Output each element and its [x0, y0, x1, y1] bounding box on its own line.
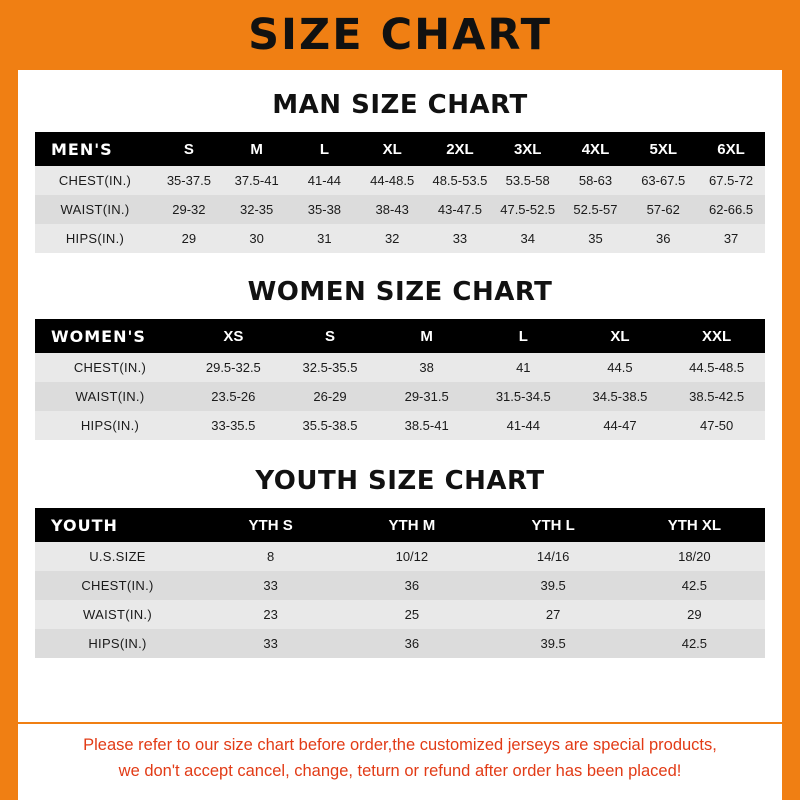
- table-header-row: [35, 508, 765, 542]
- cell: 41: [475, 353, 572, 382]
- man-header-l: L: [291, 132, 359, 166]
- cell: 29-32: [155, 195, 223, 224]
- cell: 34.5-38.5: [572, 382, 669, 411]
- table-row: [35, 353, 765, 382]
- cell: 10/12: [341, 542, 482, 571]
- cell: 18/20: [624, 542, 765, 571]
- cell: 31: [291, 224, 359, 253]
- cell: 29.5-32.5: [185, 353, 282, 382]
- cell: 67.5-72: [697, 166, 765, 195]
- cell: 41-44: [291, 166, 359, 195]
- row-label: CHEST(IN.): [35, 353, 185, 382]
- women-header-m: M: [378, 319, 475, 353]
- table-row: [35, 166, 765, 195]
- cell: 47.5-52.5: [494, 195, 562, 224]
- cell: 35: [562, 224, 630, 253]
- cell: 37.5-41: [223, 166, 291, 195]
- row-label: CHEST(IN.): [35, 571, 200, 600]
- man-header-m: M: [223, 132, 291, 166]
- cell: 32-35: [223, 195, 291, 224]
- cell: 38.5-42.5: [668, 382, 765, 411]
- man-header-s: S: [155, 132, 223, 166]
- page-title: SIZE CHART: [248, 9, 552, 60]
- man-header-3xl: 3XL: [494, 132, 562, 166]
- cell: 57-62: [629, 195, 697, 224]
- cell: 29: [155, 224, 223, 253]
- man-header-2xl: 2XL: [426, 132, 494, 166]
- cell: 29: [624, 600, 765, 629]
- cell: 27: [483, 600, 624, 629]
- cell: 44.5-48.5: [668, 353, 765, 382]
- table-row: [35, 542, 765, 571]
- row-label: HIPS(IN.): [35, 411, 185, 440]
- cell: 43-47.5: [426, 195, 494, 224]
- cell: 33: [426, 224, 494, 253]
- table-row: [35, 600, 765, 629]
- man-header-label: MEN'S: [35, 132, 155, 166]
- cell: 35.5-38.5: [282, 411, 379, 440]
- row-label: WAIST(IN.): [35, 382, 185, 411]
- content: [0, 90, 800, 658]
- cell: 38.5-41: [378, 411, 475, 440]
- table-row: [35, 195, 765, 224]
- row-label: HIPS(IN.): [35, 629, 200, 658]
- cell: 38-43: [358, 195, 426, 224]
- footer-note: [18, 722, 782, 800]
- women-header-xs: XS: [185, 319, 282, 353]
- footer-line-1: Please refer to our size chart before order,the customized jerseys are special products,: [83, 736, 717, 754]
- youth-header-m: YTH M: [341, 508, 482, 542]
- cell: 36: [629, 224, 697, 253]
- man-section-title: MAN SIZE CHART: [272, 90, 528, 120]
- youth-header-xl: YTH XL: [624, 508, 765, 542]
- cell: 52.5-57: [562, 195, 630, 224]
- women-header-xxl: XXL: [668, 319, 765, 353]
- cell: 25: [341, 600, 482, 629]
- women-header-xl: XL: [572, 319, 669, 353]
- man-header-4xl: 4XL: [562, 132, 630, 166]
- cell: 44-48.5: [358, 166, 426, 195]
- table-header-row: [35, 319, 765, 353]
- cell: 58-63: [562, 166, 630, 195]
- cell: 47-50: [668, 411, 765, 440]
- cell: 36: [341, 629, 482, 658]
- cell: 29-31.5: [378, 382, 475, 411]
- man-header-5xl: 5XL: [629, 132, 697, 166]
- man-header-xl: XL: [358, 132, 426, 166]
- table-row: [35, 382, 765, 411]
- cell: 31.5-34.5: [475, 382, 572, 411]
- cell: 62-66.5: [697, 195, 765, 224]
- youth-section-title: YOUTH SIZE CHART: [255, 466, 545, 496]
- cell: 35-38: [291, 195, 359, 224]
- cell: 42.5: [624, 629, 765, 658]
- cell: 63-67.5: [629, 166, 697, 195]
- youth-header-s: YTH S: [200, 508, 341, 542]
- table-header-row: [35, 132, 765, 166]
- banner: [0, 0, 800, 70]
- man-size-table: [35, 132, 765, 253]
- women-size-table: [35, 319, 765, 440]
- row-label: CHEST(IN.): [35, 166, 155, 195]
- cell: 48.5-53.5: [426, 166, 494, 195]
- cell: 26-29: [282, 382, 379, 411]
- cell: 23.5-26: [185, 382, 282, 411]
- row-label: U.S.SIZE: [35, 542, 200, 571]
- row-label: WAIST(IN.): [35, 195, 155, 224]
- cell: 53.5-58: [494, 166, 562, 195]
- cell: 36: [341, 571, 482, 600]
- cell: 33-35.5: [185, 411, 282, 440]
- cell: 8: [200, 542, 341, 571]
- table-row: [35, 571, 765, 600]
- cell: 37: [697, 224, 765, 253]
- cell: 42.5: [624, 571, 765, 600]
- women-header-s: S: [282, 319, 379, 353]
- table-row: [35, 224, 765, 253]
- table-row: [35, 629, 765, 658]
- cell: 23: [200, 600, 341, 629]
- cell: 32: [358, 224, 426, 253]
- cell: 33: [200, 629, 341, 658]
- cell: 32.5-35.5: [282, 353, 379, 382]
- women-header-l: L: [475, 319, 572, 353]
- cell: 41-44: [475, 411, 572, 440]
- man-header-6xl: 6XL: [697, 132, 765, 166]
- youth-size-table: [35, 508, 765, 658]
- women-section-title: WOMEN SIZE CHART: [247, 277, 553, 307]
- cell: 33: [200, 571, 341, 600]
- table-row: [35, 411, 765, 440]
- cell: 14/16: [483, 542, 624, 571]
- cell: 30: [223, 224, 291, 253]
- cell: 39.5: [483, 629, 624, 658]
- row-label: HIPS(IN.): [35, 224, 155, 253]
- women-header-label: WOMEN'S: [35, 319, 185, 353]
- row-label: WAIST(IN.): [35, 600, 200, 629]
- cell: 38: [378, 353, 475, 382]
- cell: 34: [494, 224, 562, 253]
- cell: 44-47: [572, 411, 669, 440]
- youth-header-label: YOUTH: [35, 508, 200, 542]
- youth-header-l: YTH L: [483, 508, 624, 542]
- cell: 35-37.5: [155, 166, 223, 195]
- cell: 44.5: [572, 353, 669, 382]
- cell: 39.5: [483, 571, 624, 600]
- footer-line-2: we don't accept cancel, change, teturn or refund after order has been placed!: [118, 762, 682, 780]
